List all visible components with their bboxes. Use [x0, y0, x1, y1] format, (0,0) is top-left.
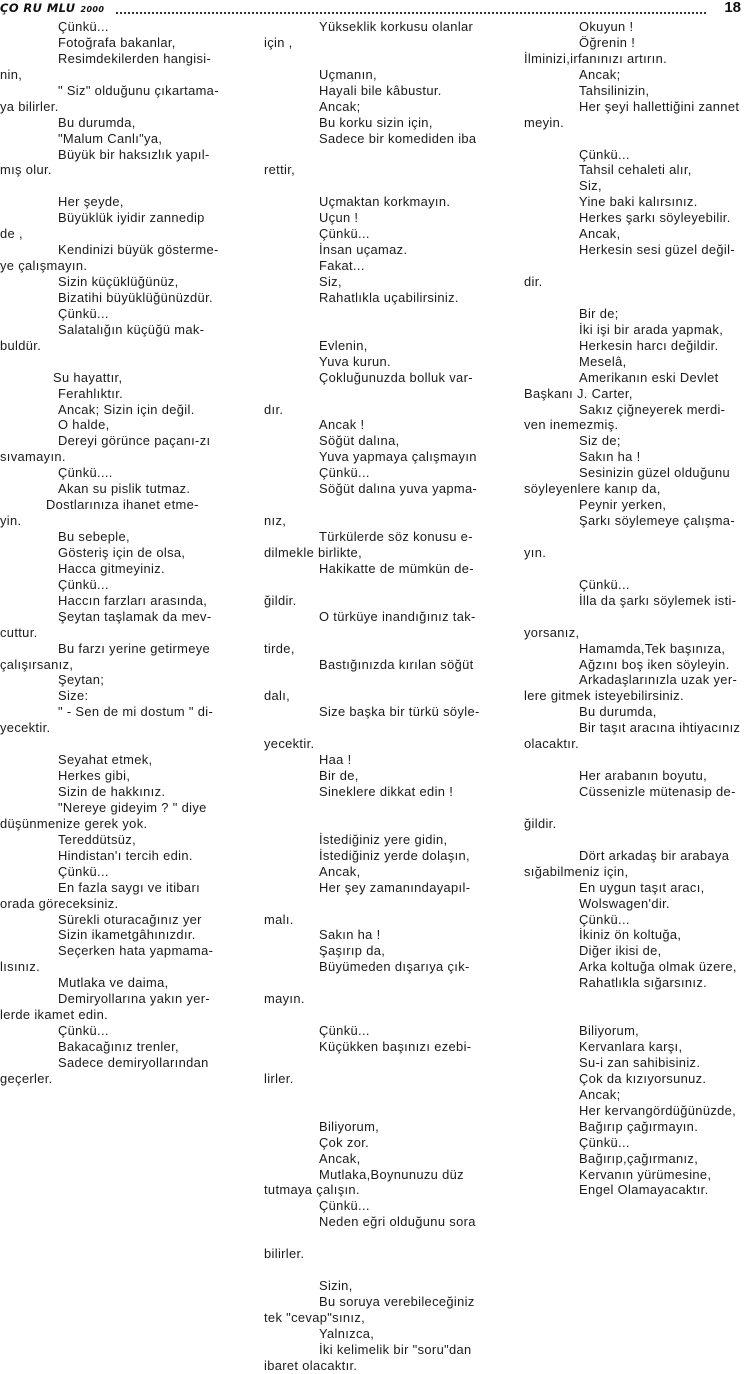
- text-line: Çünkü...: [58, 305, 109, 321]
- line-gap: [264, 800, 486, 816]
- text-line: O türküye inandığınız tak-: [319, 608, 476, 624]
- line-gap: [524, 800, 744, 816]
- text-line: Çünkü....: [58, 465, 113, 481]
- text-line: yecektir.: [264, 736, 315, 752]
- line-gap: [264, 672, 486, 688]
- line-gap: [0, 178, 222, 194]
- text-line: Uçun !: [319, 210, 359, 226]
- text-line: Hayali bile kâbustur.: [319, 82, 442, 98]
- text-line: Yükseklik korkusu olanlar: [319, 19, 474, 34]
- text-line: Mutlaka ve daima,: [58, 975, 169, 991]
- line-gap: [0, 354, 222, 370]
- text-line: İstediğiniz yerde dolaşın,: [319, 847, 470, 863]
- text-line: Kervanın yürümesine,: [579, 1166, 712, 1182]
- line-gap: [264, 1230, 486, 1246]
- text-line: çalışırsanız,: [0, 656, 74, 672]
- text-line: Rahatlıkla sığarsınız.: [579, 975, 708, 991]
- text-line: Ancak;: [579, 66, 621, 82]
- line-gap: [264, 1262, 486, 1278]
- text-line: Söğüt dalına,: [319, 433, 400, 449]
- line-gap: [524, 258, 744, 274]
- text-line: Çok zor.: [319, 1134, 370, 1150]
- text-line: Yuva yapmaya çalışmayın: [319, 449, 477, 465]
- text-line: Şarkı söylemeye çalışma-: [579, 513, 735, 529]
- line-gap: [524, 290, 744, 306]
- text-line: ğildir.: [264, 592, 297, 608]
- text-line: Yine baki kalırsınız.: [579, 194, 698, 210]
- text-line: Peynir yerken,: [579, 497, 667, 513]
- text-line: Dereyi görünce paçanı-zı: [58, 433, 211, 449]
- text-line: "Nereye gideyim ? " diye: [58, 799, 207, 815]
- text-line: Başkanı J. Carter,: [524, 385, 633, 401]
- line-gap: [524, 529, 744, 545]
- text-line: Herkesin harcı değildir.: [579, 337, 719, 353]
- text-line: Bastığınızda kırılan söğüt: [319, 656, 474, 672]
- text-line: Herkesin sesi güzel değil-: [579, 242, 735, 258]
- text-line: Bağırıp,çağırmanız,: [579, 1150, 699, 1166]
- text-column-1: [0, 19, 222, 1087]
- magazine-brand: [0, 1, 104, 15]
- text-line: yorsanız,: [524, 624, 580, 640]
- text-line: " Siz" olduğunu çıkartama-: [58, 82, 219, 98]
- text-line: sıvamayın.: [0, 449, 66, 465]
- text-line: Su hayattır,: [53, 369, 123, 385]
- text-line: Amerikanın eski Devlet: [579, 369, 719, 385]
- text-line: tirde,: [264, 640, 295, 656]
- text-line: söyleyenlere kanıp da,: [524, 481, 661, 497]
- text-line: " - Sen de mi dostum " di-: [58, 704, 214, 720]
- text-line: Yuva kurun.: [319, 353, 391, 369]
- text-line: En fazla saygı ve itibarı: [58, 879, 201, 895]
- text-line: Şeytan;: [58, 672, 105, 688]
- text-line: Arkadaşlarınızla uzak yer-: [579, 672, 738, 688]
- text-line: Ancak,: [579, 226, 621, 242]
- text-column-2: [264, 19, 486, 1374]
- text-line: Haa !: [319, 752, 352, 768]
- text-line: Sadece bir komediden iba: [319, 130, 477, 146]
- text-line: yin.: [0, 513, 22, 529]
- text-line: Şeytan taşlamak da mev-: [58, 608, 212, 624]
- text-line: Bir de,: [319, 768, 359, 784]
- text-line: Okuyun !: [579, 19, 634, 34]
- text-line: nin,: [0, 66, 23, 82]
- text-line: ya bilirler.: [0, 98, 59, 114]
- line-gap: [264, 1087, 486, 1103]
- text-line: dır.: [264, 401, 284, 417]
- text-line: Ancak;: [319, 98, 361, 114]
- text-line: Siz,: [579, 178, 602, 194]
- text-line: Meselâ,: [579, 353, 627, 369]
- text-line: Akan su pislik tutmaz.: [58, 481, 191, 497]
- text-line: Sakız çiğneyerek merdi-: [579, 401, 726, 417]
- text-line: Hindistan'ı tercih edin.: [58, 847, 193, 863]
- text-line: mış olur.: [0, 162, 52, 178]
- text-line: Siz de;: [579, 433, 621, 449]
- text-line: lere gitmek isteyebilirsiniz.: [524, 688, 684, 704]
- text-line: Çünkü...: [319, 226, 370, 242]
- text-line: Cüssenizle mütenasip de-: [579, 784, 736, 799]
- text-line: dilmekle birlikte,: [264, 544, 362, 560]
- text-line: Hacca gitmeyiniz.: [58, 560, 165, 576]
- text-line: Ancak;: [579, 1086, 621, 1102]
- text-line: Yalnızca,: [319, 1325, 375, 1341]
- text-line: İstediğiniz yere gidin,: [319, 831, 448, 847]
- text-line: Büyük bir haksızlık yapıl-: [58, 146, 210, 162]
- text-line: İkiniz ön koltuğa,: [579, 927, 682, 943]
- text-line: lirler.: [264, 1070, 294, 1086]
- text-line: İki işi bir arada yapmak,: [579, 321, 724, 337]
- text-line: Bu soruya verebileceğiniz: [319, 1294, 475, 1309]
- text-line: Sakın ha !: [319, 927, 381, 943]
- line-gap: [264, 1103, 486, 1119]
- text-line: İnsan uçamaz.: [319, 242, 408, 258]
- line-gap: [524, 832, 744, 848]
- text-line: Çünkü...: [579, 911, 630, 927]
- line-gap: [264, 896, 486, 912]
- text-line: Sineklere dikkat edin !: [319, 784, 454, 799]
- text-line: Öğrenin !: [579, 34, 636, 50]
- text-line: tek "cevap"sınız,: [264, 1309, 366, 1325]
- text-line: ğildir.: [524, 815, 557, 831]
- text-line: Çünkü...: [579, 576, 630, 592]
- text-line: Engel Olamayacaktır.: [579, 1182, 709, 1198]
- text-line: Tahsil cehaleti alır,: [579, 162, 692, 178]
- text-line: ye çalışmayın.: [0, 258, 88, 274]
- text-line: de ,: [0, 226, 23, 242]
- text-line: Her şeyde,: [58, 194, 124, 210]
- text-line: Çünkü...: [579, 146, 630, 162]
- text-line: Size başka bir türkü söyle-: [319, 704, 480, 720]
- line-gap: [524, 609, 744, 625]
- text-line: Çünkü...: [319, 1023, 370, 1039]
- text-line: cuttur.: [0, 624, 38, 640]
- line-gap: [264, 1007, 486, 1023]
- text-line: Wolswagen'dir.: [579, 895, 670, 911]
- text-line: Her kervangördüğünüzde,: [579, 1102, 737, 1118]
- text-line: için ,: [264, 34, 293, 50]
- text-line: dir.: [524, 274, 543, 289]
- text-line: İlla da şarkı söylemek isti-: [579, 592, 737, 608]
- text-line: mayın.: [264, 991, 305, 1007]
- text-line: Neden eğri olduğunu sora: [319, 1214, 476, 1230]
- text-line: Haccın farzları arasında,: [58, 592, 208, 608]
- text-line: Kervanlara karşı,: [579, 1039, 683, 1054]
- text-line: Bir de;: [579, 305, 619, 321]
- text-line: nız,: [264, 513, 287, 529]
- text-line: Ancak,: [319, 1150, 361, 1166]
- line-gap: [524, 131, 744, 147]
- text-line: Ancak,: [319, 863, 361, 879]
- text-line: Sizin küçüklüğünüz,: [58, 274, 179, 289]
- text-line: Ancak !: [319, 417, 365, 433]
- text-line: İlminizi,irfanınızı artırın.: [524, 50, 668, 66]
- text-line: Tahsilinizin,: [579, 82, 650, 98]
- text-line: Ferahlıktır.: [58, 385, 124, 401]
- text-line: Sizin de hakkınız.: [58, 784, 166, 799]
- text-line: İki kelimelik bir "soru"dan: [319, 1341, 472, 1357]
- text-line: Demiryollarına yakın yer-: [58, 991, 211, 1007]
- line-gap: [264, 51, 486, 67]
- text-line: Şaşırıp da,: [319, 943, 386, 959]
- text-line: Dört arkadaş bir arabaya: [579, 847, 730, 863]
- text-line: En uygun taşıt aracı,: [579, 879, 705, 895]
- text-line: Sesinizin güzel olduğunu: [579, 465, 731, 481]
- text-line: Büyüklük iyidir zannedip: [58, 210, 205, 226]
- text-line: meyin.: [524, 114, 565, 130]
- text-line: Her arabanın boyutu,: [579, 768, 708, 784]
- text-line: Su-i zan sahibisiniz.: [579, 1054, 701, 1070]
- text-line: Sakın ha !: [579, 449, 641, 465]
- text-line: düşünmenize gerek yok.: [0, 815, 148, 831]
- text-line: Herkes şarkı söyleyebilir.: [579, 210, 731, 226]
- text-line: Çok da kızıyorsunuz.: [579, 1070, 707, 1086]
- text-line: bilirler.: [264, 1246, 305, 1262]
- text-line: Salatalığın küçüğü mak-: [58, 321, 205, 337]
- text-line: lısınız.: [0, 959, 41, 975]
- text-line: Kendinizi büyük gösterme-: [58, 242, 219, 258]
- text-line: Ağzını boş iken söyleyin.: [579, 656, 730, 672]
- text-line: geçerler.: [0, 1070, 53, 1086]
- text-line: Bakacağınız trenler,: [58, 1039, 179, 1054]
- line-gap: [0, 736, 222, 752]
- text-line: Gösteriş için de olsa,: [58, 544, 186, 560]
- text-line: sığabilmeniz için,: [524, 863, 629, 879]
- text-line: Çokluğunuzda bolluk var-: [319, 369, 473, 385]
- text-line: Fakat...: [319, 258, 365, 274]
- text-line: Hakikatte de mümkün de-: [319, 560, 474, 576]
- text-line: ven inemezmiş.: [524, 417, 619, 433]
- text-line: Tereddütsüz,: [58, 831, 137, 847]
- text-line: lerde ikamet edin.: [0, 1007, 109, 1023]
- brand-year: 2000: [80, 5, 105, 14]
- text-line: Çünkü...: [579, 1134, 630, 1150]
- page-number: 18: [724, 0, 741, 16]
- text-line: Arka koltuğa olmak üzere,: [579, 959, 737, 975]
- line-gap: [524, 991, 744, 1007]
- text-line: Bu farzı yerine getirmeye: [58, 640, 211, 656]
- text-line: Bir taşıt aracına ihtiyacınız: [579, 720, 741, 736]
- text-line: "Malum Canlı"ya,: [58, 130, 163, 146]
- text-line: Bağırıp çağırmayın.: [579, 1118, 699, 1134]
- text-line: Bu korku sizin için,: [319, 114, 433, 130]
- text-line: olacaktır.: [524, 736, 580, 752]
- text-line: Size:: [58, 688, 89, 704]
- text-line: Diğer ikisi de,: [579, 943, 662, 959]
- text-line: Söğüt dalına yuva yapma-: [319, 481, 478, 497]
- text-line: Mutlaka,Boynunuzu düz: [319, 1166, 464, 1182]
- text-line: yın.: [524, 544, 547, 560]
- text-line: Türkülerde söz konusu e-: [319, 529, 473, 544]
- line-gap: [524, 561, 744, 577]
- text-line: Büyümeden dışarıya çık-: [319, 959, 470, 975]
- text-line: Bu durumda,: [579, 704, 657, 720]
- line-gap: [264, 577, 486, 593]
- text-line: Fotoğrafa bakanlar,: [58, 34, 176, 50]
- brand-name: ÇO RU MLU: [0, 1, 76, 15]
- text-line: Çünkü...: [58, 19, 109, 34]
- text-line: Çünkü...: [58, 863, 109, 879]
- text-line: Uçmanın,: [319, 66, 377, 82]
- line-gap: [264, 306, 486, 322]
- text-line: Bu durumda,: [58, 114, 136, 130]
- text-line: Her şey zamanındayapıl-: [319, 879, 471, 895]
- text-line: Seçerken hata yapmama-: [58, 943, 214, 959]
- text-line: Çünkü...: [58, 1023, 109, 1039]
- text-line: Rahatlıkla uçabilirsiniz.: [319, 289, 459, 305]
- text-line: Çünkü...: [58, 576, 109, 592]
- line-gap: [264, 625, 486, 641]
- text-line: tutmaya çalışın.: [264, 1182, 360, 1198]
- text-line: dalı,: [264, 688, 291, 704]
- header-dotted-rule: [116, 12, 706, 14]
- text-line: Çünkü...: [319, 465, 370, 481]
- text-line: Hamamda,Tek başınıza,: [579, 640, 726, 656]
- text-line: Dostlarınıza ihanet etme-: [46, 497, 199, 513]
- text-line: Evlenin,: [319, 337, 368, 353]
- line-gap: [264, 975, 486, 991]
- line-gap: [264, 497, 486, 513]
- text-line: Seyahat etmek,: [58, 752, 153, 768]
- line-gap: [264, 1055, 486, 1071]
- text-line: malı.: [264, 911, 294, 927]
- line-gap: [524, 752, 744, 768]
- text-line: Her şeyi hallettiğini zannet: [579, 98, 740, 114]
- text-line: Herkes gibi,: [58, 768, 131, 784]
- text-line: Sizin,: [319, 1278, 353, 1294]
- text-line: Sadece demiryollarından: [58, 1054, 209, 1070]
- text-line: Resimdekilerden hangisi-: [58, 50, 212, 66]
- text-line: Ancak; Sizin için değil.: [58, 401, 195, 417]
- text-column-3: [524, 19, 744, 1198]
- text-line: Biliyorum,: [579, 1023, 640, 1039]
- text-line: yecektir.: [0, 720, 51, 736]
- text-line: buldür.: [0, 337, 42, 353]
- line-gap: [264, 178, 486, 194]
- text-line: Bizatihi büyüklüğünüzdür.: [58, 289, 213, 305]
- text-line: ibaret olacaktır.: [264, 1357, 358, 1373]
- line-gap: [264, 322, 486, 338]
- line-gap: [524, 1007, 744, 1023]
- line-gap: [264, 816, 486, 832]
- text-line: Uçmaktan korkmayın.: [319, 194, 451, 210]
- text-line: Sizin ikametgâhınızdır.: [58, 927, 196, 943]
- text-line: orada göreceksiniz.: [0, 895, 119, 911]
- text-line: Bu sebeple,: [58, 529, 130, 544]
- text-line: Siz,: [319, 274, 342, 289]
- text-line: Çünkü...: [319, 1198, 370, 1214]
- text-line: Biliyorum,: [319, 1118, 380, 1134]
- line-gap: [264, 386, 486, 402]
- text-line: Küçükken başınızı ezebi-: [319, 1039, 472, 1054]
- text-line: rettir,: [264, 162, 296, 178]
- text-line: Sürekli oturacağınız yer: [58, 911, 202, 927]
- line-gap: [264, 147, 486, 163]
- text-line: O halde,: [58, 417, 110, 433]
- line-gap: [264, 720, 486, 736]
